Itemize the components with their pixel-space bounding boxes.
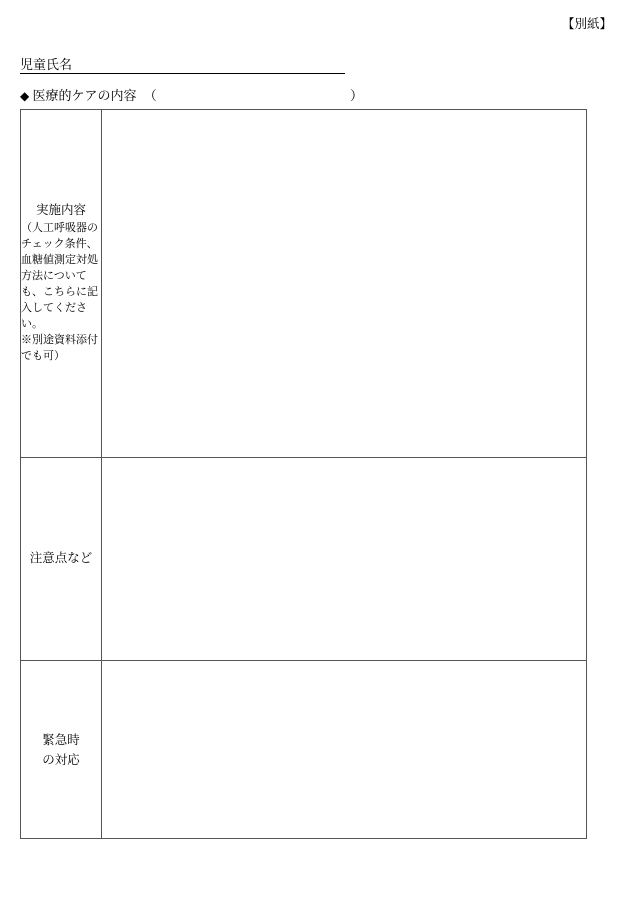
child-name-label: 児童氏名 <box>20 57 73 72</box>
row-header-title: 実施内容 <box>35 203 86 218</box>
care-plan-table <box>20 109 587 839</box>
row-header-title-line1: 緊急時 <box>42 732 80 747</box>
row-header-note: ※別途資料添付でも可） <box>21 333 98 362</box>
child-name-field[interactable] <box>20 54 345 74</box>
row-input-emergency[interactable] <box>102 661 587 839</box>
row-header-sub: （人工呼吸器のチェック条件、血糖値測定対処方法についても、こちらに記入してください。 <box>21 222 98 330</box>
row-header-cautions <box>21 458 102 661</box>
corner-label: 【別紙】 <box>561 17 612 31</box>
care-content-field[interactable] <box>20 85 363 104</box>
diamond-bullet-icon: ◆ <box>20 89 30 103</box>
row-header-title-line2: の対応 <box>42 752 80 767</box>
care-content-label: 医療的ケアの内容 <box>32 88 137 103</box>
table-row <box>21 661 587 839</box>
row-header-implementation <box>21 110 102 458</box>
row-header-emergency <box>21 661 102 839</box>
row-header-title: 注意点など <box>29 550 93 565</box>
table-row <box>21 110 587 458</box>
row-input-cautions[interactable] <box>102 458 587 661</box>
care-content-paren-close: ） <box>350 88 364 103</box>
table-row <box>21 458 587 661</box>
care-content-paren-open: （ <box>143 88 157 103</box>
row-input-implementation[interactable] <box>102 110 587 458</box>
